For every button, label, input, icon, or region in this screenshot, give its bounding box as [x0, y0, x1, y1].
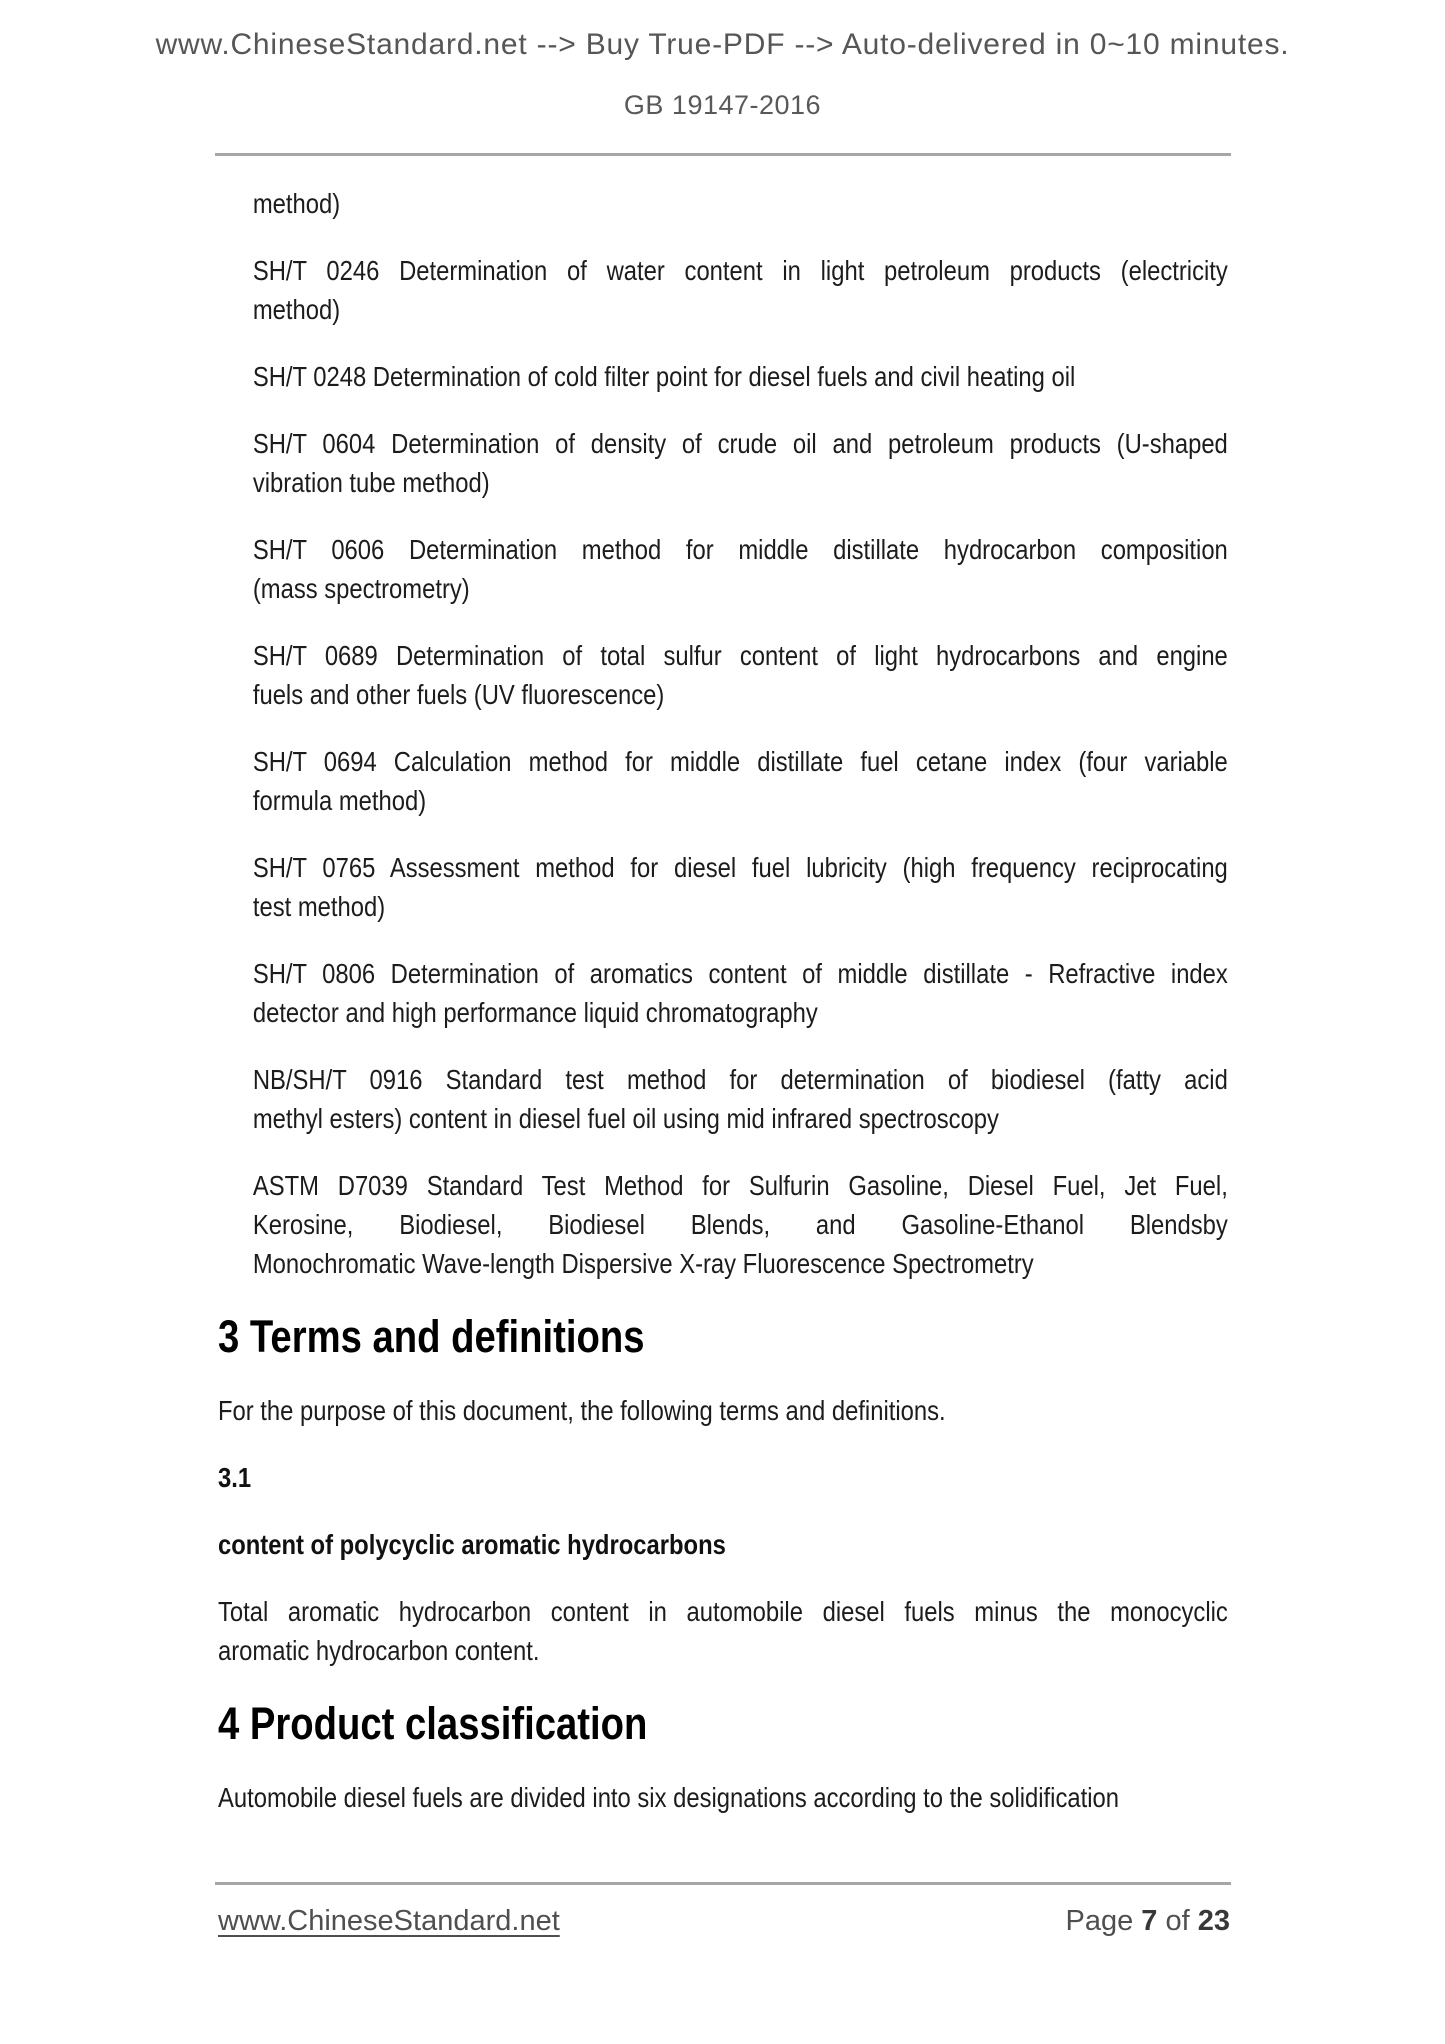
paragraph-line: SH/T 0694 Calculation method for middle distillate fuel cetane index (four variable: [252, 746, 1228, 777]
paragraph-line: Automobile diesel fuels are divided into six designations according to the solidification: [218, 1782, 1119, 1813]
paragraph-line: SH/T 0248 Determination of cold filter point for diesel fuels and civil heating oil: [252, 361, 1076, 392]
term-label: 3.1: [218, 1462, 252, 1493]
paragraph-line: Total aromatic hydrocarbon content in automobile diesel fuels minus the monocyclic: [218, 1596, 1228, 1627]
page-footer: [218, 1905, 1230, 1938]
paragraph: [218, 636, 1228, 714]
paragraph: [218, 1060, 1228, 1138]
paragraph: [218, 530, 1228, 608]
paragraph: [218, 742, 1228, 820]
paragraph-line: detector and high performance liquid chromatography: [252, 997, 818, 1028]
paragraph-line: (mass spectrometry): [252, 573, 470, 604]
footer-site-link[interactable]: www.ChineseStandard.net: [218, 1905, 560, 1937]
header-divider: [215, 153, 1231, 156]
paragraph-line: SH/T 0765 Assessment method for diesel fuel lubricity (high frequency reciprocating: [252, 852, 1228, 883]
paragraph: [218, 424, 1228, 502]
section-heading: 4 Product classification: [218, 1698, 648, 1749]
page-number: 7: [1141, 1905, 1158, 1937]
paragraph-line: SH/T 0806 Determination of aromatics content of middle distillate - Refractive index: [252, 958, 1228, 989]
paragraph-line: Kerosine, Biodiesel, Biodiesel Blends, and Gasoline-Ethanol Blendsby: [252, 1209, 1228, 1240]
paragraph-line: aromatic hydrocarbon content.: [218, 1635, 540, 1666]
paragraph: [218, 1391, 1228, 1430]
section-heading: 3 Terms and definitions: [218, 1311, 645, 1362]
paragraph-line: method): [252, 188, 341, 219]
page-label: Page: [1065, 1905, 1134, 1937]
paragraph-line: SH/T 0246 Determination of water content in light petroleum products (electricity: [252, 255, 1228, 286]
paragraph: [218, 251, 1228, 329]
paragraph-line: method): [252, 294, 341, 325]
document-code: GB 19147-2016: [623, 90, 822, 120]
paragraph-line: Monochromatic Wave-length Dispersive X-ray Fluorescence Spectrometry: [252, 1248, 1034, 1279]
document-body: [218, 184, 1228, 1845]
paragraph-line: SH/T 0606 Determination method for middle distillate hydrocarbon composition: [252, 534, 1228, 565]
paragraph-line: fuels and other fuels (UV fluorescence): [252, 679, 665, 710]
paragraph: [218, 1778, 1228, 1817]
paragraph-line: vibration tube method): [252, 467, 490, 498]
term-label: content of polycyclic aromatic hydrocarbons: [218, 1529, 726, 1560]
header-banner: www.ChineseStandard.net --> Buy True-PDF --> Auto-delivered in 0~10 minutes.: [155, 28, 1290, 61]
paragraph: [218, 848, 1228, 926]
page-indicator: [1065, 1905, 1230, 1938]
paragraph-line: test method): [252, 891, 386, 922]
paragraph: [218, 357, 1228, 396]
paragraph-line: formula method): [252, 785, 427, 816]
paragraph: [218, 954, 1228, 1032]
page-total: 23: [1197, 1905, 1230, 1937]
paragraph-line: NB/SH/T 0916 Standard test method for determination of biodiesel (fatty acid: [252, 1064, 1228, 1095]
paragraph: [218, 184, 1228, 223]
paragraph-line: methyl esters) content in diesel fuel oil using mid infrared spectroscopy: [252, 1103, 999, 1134]
paragraph-line: SH/T 0689 Determination of total sulfur content of light hydrocarbons and engine: [252, 640, 1228, 671]
paragraph-line: For the purpose of this document, the following terms and definitions.: [218, 1395, 946, 1426]
paragraph: [218, 1592, 1228, 1670]
of-label: of: [1165, 1905, 1190, 1937]
footer-divider: [215, 1882, 1231, 1885]
paragraph-line: SH/T 0604 Determination of density of crude oil and petroleum products (U-shaped: [252, 428, 1228, 459]
paragraph: [218, 1166, 1228, 1283]
paragraph-line: ASTM D7039 Standard Test Method for Sulfurin Gasoline, Diesel Fuel, Jet Fuel,: [252, 1170, 1228, 1201]
